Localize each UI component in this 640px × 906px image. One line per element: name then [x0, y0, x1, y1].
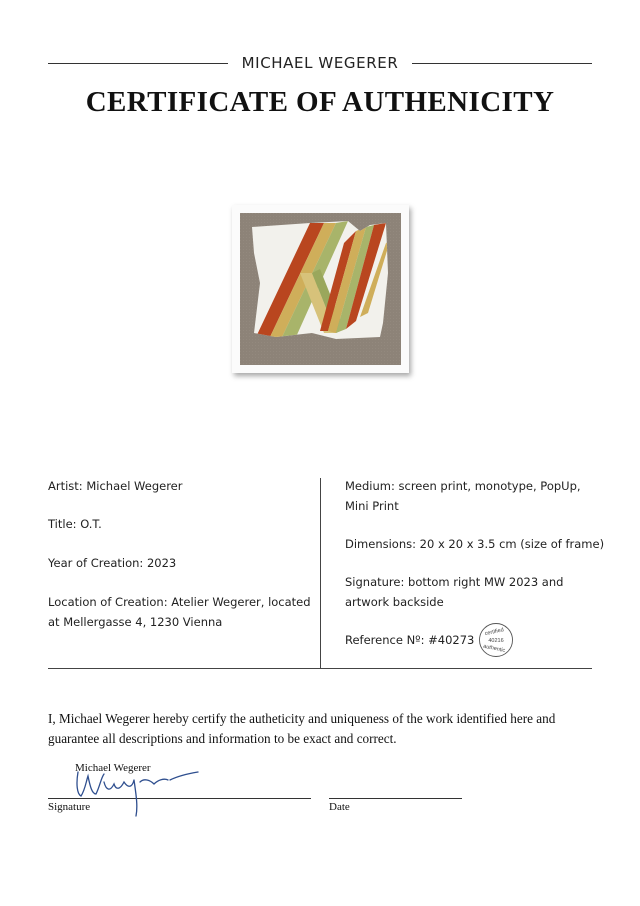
artwork-image — [232, 205, 409, 373]
detail-dimensions-label: Dimensions: — [345, 537, 416, 551]
detail-medium-label: Medium: — [345, 479, 395, 493]
detail-year-label: Year of Creation: — [48, 556, 144, 570]
stamp-bottom-text: authentic — [482, 643, 506, 655]
artist-header: MICHAEL WEGERER — [241, 54, 399, 72]
stamp-number: 40216 — [488, 638, 504, 644]
detail-location-value-line2: at Mellergasse 4, 1230 Vienna — [48, 615, 223, 629]
detail-artist — [48, 476, 182, 496]
detail-title-value: O.T. — [80, 517, 102, 531]
column-divider — [320, 478, 321, 668]
detail-signature-label: Signature: — [345, 575, 405, 589]
signature-label: Signature — [48, 801, 91, 813]
date-line — [329, 798, 462, 799]
detail-location-label: Location of Creation: — [48, 595, 168, 609]
detail-signature — [345, 572, 563, 612]
detail-reference-value: #40273 — [428, 633, 475, 647]
detail-reference — [345, 630, 474, 650]
date-label: Date — [329, 801, 350, 813]
detail-medium-value-line1: screen print, monotype, PopUp, — [398, 479, 581, 493]
detail-dimensions-value: 20 x 20 x 3.5 cm (size of frame) — [419, 537, 605, 551]
detail-signature-value-line2: artwork backside — [345, 595, 444, 609]
stamp-top-text: certified — [484, 627, 505, 638]
header-rule-right — [412, 63, 592, 64]
statement-line1: I, Michael Wegerer hereby certify the autheticity and uniqueness of the work identified here and — [48, 711, 556, 726]
detail-title — [48, 514, 102, 534]
detail-year — [48, 553, 176, 573]
statement-line2: guarantee all descriptions and information to be exact and correct. — [48, 731, 397, 746]
detail-medium-value-line2: Mini Print — [345, 499, 399, 513]
certificate-title: CERTIFICATE OF AUTHENICITY — [85, 86, 555, 118]
signer-printed-name: Michael Wegerer — [75, 762, 151, 774]
certified-authentic-stamp — [478, 622, 514, 658]
detail-signature-value-line1: bottom right MW 2023 and — [408, 575, 564, 589]
certification-statement — [48, 709, 593, 749]
detail-location-value-line1: Atelier Wegerer, located — [171, 595, 311, 609]
detail-year-value: 2023 — [146, 556, 177, 570]
detail-dimensions — [345, 534, 604, 554]
detail-artist-label: Artist: — [48, 479, 83, 493]
details-bottom-rule — [48, 668, 592, 669]
artwork-illustration — [240, 213, 401, 365]
detail-medium — [345, 476, 581, 516]
detail-title-label: Title: — [48, 517, 77, 531]
detail-reference-label: Reference Nº: — [345, 633, 425, 647]
detail-artist-value: Michael Wegerer — [86, 479, 183, 493]
detail-location — [48, 592, 311, 632]
